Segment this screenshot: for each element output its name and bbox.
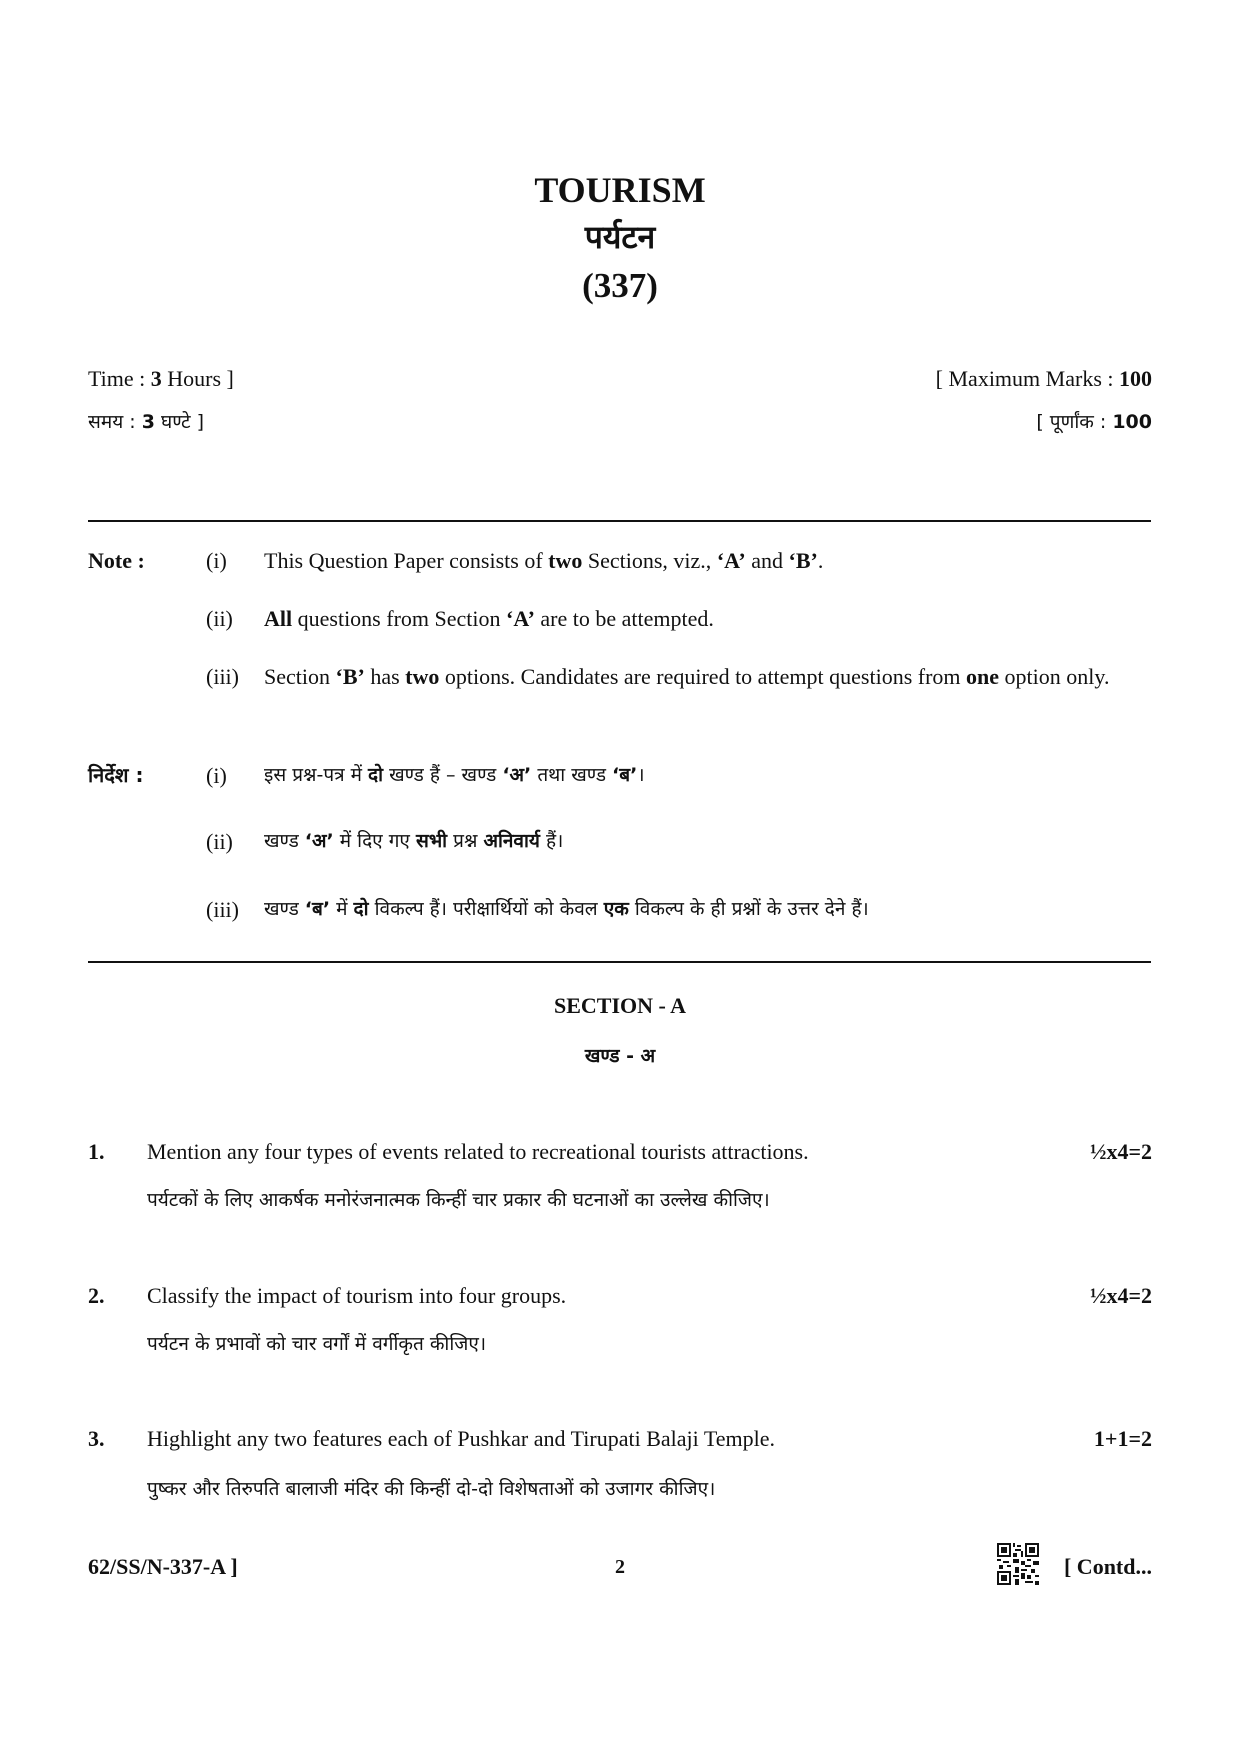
bottom-rule	[88, 961, 1151, 963]
qr-code-icon	[997, 1543, 1039, 1585]
note-en-1: This Question Paper consists of two Sections, viz., ‘A’ and ‘B’.	[264, 548, 824, 573]
note-hi-2: खण्ड ‘अ’ में दिए गए सभी प्रश्न अनिवार्य हैं।	[264, 830, 564, 852]
question-marks: 1+1=2	[1093, 1426, 1152, 1451]
note-en-3: Section ‘B’ has two options. Candidates are required to attempt questions from one option only.	[264, 664, 1110, 689]
section-title-hindi: खण्ड - अ	[584, 1045, 656, 1067]
note-hi-1: इस प्रश्न-पत्र में दो खण्ड हैं – खण्ड ‘अ’ तथा खण्ड ‘ब’।	[264, 764, 645, 786]
note-num: (iii)	[206, 664, 239, 689]
continued-label: [ Contd...	[1063, 1554, 1152, 1579]
max-marks-hi: [ पूर्णांक : 100	[1036, 411, 1152, 433]
question-text-hindi: पर्यटकों के लिए आकर्षक मनोरंजनात्मक किन्हीं चार प्रकार की घटनाओं का उल्लेख कीजिए।	[147, 1189, 770, 1211]
page-number: 2	[615, 1556, 625, 1578]
footer-paper-code: 62/SS/N-337-A ]	[88, 1554, 238, 1579]
question-text: Mention any four types of events related to recreational tourists attractions.	[147, 1139, 809, 1164]
note-label: Note :	[88, 548, 145, 573]
time-hi: समय : 3 घण्टे ]	[88, 411, 205, 433]
note-en-2: All questions from Section ‘A’ are to be attempted.	[264, 606, 714, 631]
note-num: (i)	[206, 548, 227, 573]
note-label-hindi: निर्देश :	[88, 763, 144, 787]
time-en: Time : 3 Hours ]	[88, 366, 234, 391]
note-num: (i)	[206, 763, 227, 788]
paper-title-hindi: पर्यटन	[584, 218, 656, 256]
note-hi-3: खण्ड ‘ब’ में दो विकल्प हैं। परीक्षार्थियों को केवल एक विकल्प के ही प्रश्नों के उत्तर देने हैं।	[264, 898, 869, 920]
title-block	[0, 168, 1240, 310]
max-marks-en: [ Maximum Marks : 100	[935, 366, 1152, 391]
question-text-hindi: पर्यटन के प्रभावों को चार वर्गों में वर्गीकृत कीजिए।	[147, 1333, 487, 1355]
section-title: SECTION - A	[553, 993, 687, 1018]
question-marks: ½x4=2	[1089, 1139, 1152, 1164]
question-text: Classify the impact of tourism into four groups.	[147, 1283, 567, 1308]
question-text-hindi: पुष्कर और तिरुपति बालाजी मंदिर की किन्हीं दो-दो विशेषताओं को उजागर कीजिए।	[147, 1478, 716, 1500]
top-rule	[88, 520, 1151, 522]
note-num: (ii)	[206, 606, 233, 631]
note-num: (iii)	[206, 897, 239, 922]
note-num: (ii)	[206, 829, 233, 854]
question-number: 3.	[88, 1426, 105, 1451]
paper-code: (337)	[582, 266, 658, 305]
question-text: Highlight any two features each of Pushkar and Tirupati Balaji Temple.	[147, 1426, 775, 1451]
question-number: 1.	[88, 1139, 105, 1164]
question-number: 2.	[88, 1283, 105, 1308]
paper-title: TOURISM	[534, 170, 706, 210]
question-marks: ½x4=2	[1089, 1283, 1152, 1308]
